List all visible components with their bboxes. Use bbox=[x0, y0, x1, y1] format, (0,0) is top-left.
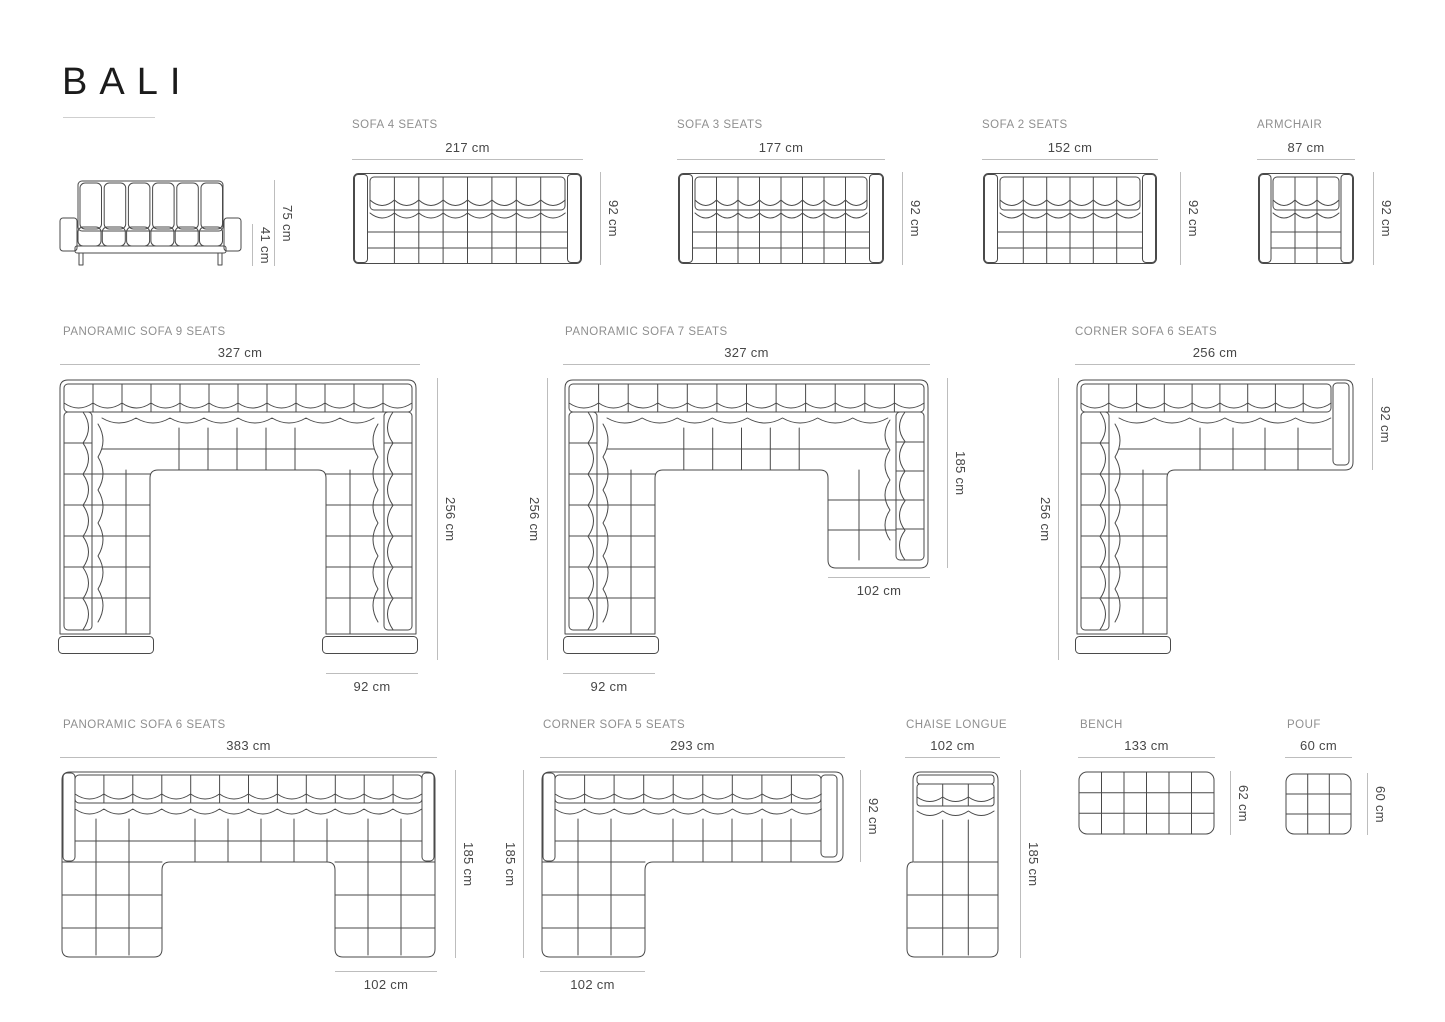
panoramic-sofa-7-seats-top-view bbox=[563, 378, 930, 660]
dim-line bbox=[600, 172, 601, 265]
left-back-cushion-column bbox=[1081, 412, 1109, 630]
title-underline bbox=[63, 117, 155, 118]
back-bar bbox=[917, 775, 994, 784]
dim-line bbox=[1373, 172, 1374, 265]
right-back-cushion-column bbox=[384, 412, 412, 630]
corner-6-arm-depth-dim: 92 cm bbox=[1372, 378, 1393, 470]
right-armrest bbox=[821, 775, 837, 857]
dim-line bbox=[902, 172, 903, 265]
left-armrest bbox=[680, 175, 693, 263]
dim-line bbox=[1058, 378, 1059, 660]
dim-line bbox=[1020, 770, 1021, 958]
dim-line bbox=[1230, 771, 1231, 835]
left-armrest bbox=[59, 637, 154, 654]
dim-line bbox=[455, 770, 456, 958]
dim-line bbox=[540, 757, 845, 758]
dim-line bbox=[252, 224, 253, 266]
dim-line bbox=[1372, 378, 1373, 470]
panoramic-sofa-7-seats-label: PANORAMIC SOFA 7 SEATS bbox=[565, 326, 728, 338]
cushion-scallop bbox=[1081, 403, 1331, 408]
left-back-cushion-column bbox=[569, 412, 597, 630]
corner-5-width-dim: 293 cm bbox=[540, 738, 845, 758]
left-armrest bbox=[1260, 175, 1272, 263]
cushion-scallop bbox=[1273, 200, 1339, 206]
right-armrest bbox=[224, 218, 241, 251]
armchair-label: ARMCHAIR bbox=[1257, 119, 1323, 131]
sofa-3-seats-top-view bbox=[677, 172, 885, 265]
pouf-top-view bbox=[1285, 773, 1352, 835]
chaise-longue-label: CHAISE LONGUE bbox=[906, 719, 1008, 731]
chaise-depth-dim: 185 cm bbox=[1020, 770, 1041, 958]
sofa-3-seats-label: SOFA 3 SEATS bbox=[677, 119, 763, 131]
right-leg bbox=[218, 253, 222, 265]
sofa-4-seats-top-view bbox=[352, 172, 583, 265]
dim-line bbox=[1367, 773, 1368, 835]
panoramic-9-leg-width-dim: 92 cm bbox=[326, 673, 418, 694]
corner-5-leg-width-dim: 102 cm bbox=[540, 971, 645, 992]
panoramic-sofa-9-seats-top-view bbox=[58, 378, 418, 660]
sofa-front-view-diagram bbox=[58, 180, 243, 266]
corner-sofa-5-seats-top-view bbox=[540, 770, 845, 965]
dim-line bbox=[523, 770, 524, 958]
panoramic-6-leg-width-dim: 102 cm bbox=[335, 971, 437, 992]
panoramic-sofa-9-seats-label: PANORAMIC SOFA 9 SEATS bbox=[63, 326, 226, 338]
front-view-seat-height-dim: 41 cm bbox=[252, 224, 273, 266]
corner-sofa-5-seats-label: CORNER SOFA 5 SEATS bbox=[543, 719, 686, 731]
sofa-4-seats-depth-dim: 92 cm bbox=[600, 172, 621, 265]
dim-line bbox=[540, 971, 645, 972]
sofa-3-seats-depth-dim: 92 cm bbox=[902, 172, 923, 265]
bench-top-view bbox=[1078, 771, 1215, 835]
armchair-depth-dim: 92 cm bbox=[1373, 172, 1394, 265]
sofa-2-seats-top-view bbox=[982, 172, 1158, 265]
left-armrest bbox=[355, 175, 368, 263]
left-armrest bbox=[63, 773, 75, 861]
dim-line bbox=[860, 770, 861, 862]
sofa-2-seats-width-dim: 152 cm bbox=[982, 140, 1158, 160]
panoramic-sofa-6-seats-label: PANORAMIC SOFA 6 SEATS bbox=[63, 719, 226, 731]
panoramic-7-right-leg-width-dim: 102 cm bbox=[828, 577, 930, 598]
dim-line bbox=[60, 364, 420, 365]
armchair-width-dim: 87 cm bbox=[1257, 140, 1355, 160]
right-armrest bbox=[1333, 383, 1349, 465]
panoramic-6-width-dim: 383 cm bbox=[60, 738, 437, 758]
dim-line bbox=[1078, 757, 1215, 758]
dim-line bbox=[60, 757, 437, 758]
dim-line bbox=[547, 378, 548, 660]
corner-6-side-depth-dim: 256 cm bbox=[1038, 378, 1059, 660]
sofa-4-seats-width-dim: 217 cm bbox=[352, 140, 583, 160]
cushion-scallop bbox=[555, 794, 821, 799]
chaise-width-dim: 102 cm bbox=[905, 738, 1000, 758]
panoramic-7-width-dim: 327 cm bbox=[563, 345, 930, 365]
corner-5-side-depth-dim: 185 cm bbox=[503, 770, 524, 958]
outline bbox=[1286, 774, 1351, 834]
dim-line bbox=[1075, 364, 1355, 365]
left-armrest bbox=[543, 773, 555, 861]
bench-width-dim: 133 cm bbox=[1078, 738, 1215, 758]
corner-6-width-dim: 256 cm bbox=[1075, 345, 1355, 365]
dim-line bbox=[1180, 172, 1181, 265]
left-leg bbox=[79, 253, 83, 265]
right-armrest bbox=[422, 773, 434, 861]
panoramic-9-width-dim: 327 cm bbox=[60, 345, 420, 365]
dim-line bbox=[352, 159, 583, 160]
right-armrest bbox=[568, 175, 581, 263]
corner-sofa-6-seats-top-view bbox=[1075, 378, 1355, 660]
base bbox=[75, 246, 226, 253]
panoramic-6-depth-dim: 185 cm bbox=[455, 770, 476, 958]
corner-sofa-6-seats-label: CORNER SOFA 6 SEATS bbox=[1075, 326, 1218, 338]
right-armrest bbox=[1143, 175, 1156, 263]
back-cushion-band bbox=[917, 784, 994, 806]
right-armrest bbox=[323, 637, 418, 654]
right-armrest bbox=[1341, 175, 1353, 263]
sofa-3-seats-width-dim: 177 cm bbox=[677, 140, 885, 160]
right-armrest bbox=[870, 175, 883, 263]
pouf-width-dim: 60 cm bbox=[1285, 738, 1352, 758]
sofa-2-seats-label: SOFA 2 SEATS bbox=[982, 119, 1068, 131]
page-title: BALI bbox=[62, 61, 193, 103]
corner-5-arm-depth-dim: 92 cm bbox=[860, 770, 881, 862]
left-back-cushion-column bbox=[64, 412, 92, 630]
armchair-top-view bbox=[1257, 172, 1355, 265]
dim-line bbox=[274, 180, 275, 266]
panoramic-9-depth-dim: 256 cm bbox=[437, 378, 458, 660]
dim-line bbox=[905, 757, 1000, 758]
dim-line bbox=[1257, 159, 1355, 160]
pouf-label: POUF bbox=[1287, 719, 1321, 731]
left-armrest bbox=[564, 637, 659, 654]
cushion-scallop bbox=[917, 797, 994, 802]
bench-depth-dim: 62 cm bbox=[1230, 771, 1251, 835]
front-view-total-height-dim: 75 cm bbox=[274, 180, 295, 266]
chaise-longue-top-view bbox=[905, 770, 1000, 965]
left-armrest bbox=[985, 175, 998, 263]
dim-line bbox=[326, 673, 418, 674]
dim-line bbox=[982, 159, 1158, 160]
dim-line bbox=[437, 378, 438, 660]
dim-line bbox=[947, 378, 948, 568]
outline bbox=[542, 772, 843, 957]
bench-label: BENCH bbox=[1080, 719, 1123, 731]
sofa-4-seats-label: SOFA 4 SEATS bbox=[352, 119, 438, 131]
bottom-armrest bbox=[1076, 637, 1171, 654]
panoramic-7-right-depth-dim: 185 cm bbox=[947, 378, 968, 568]
dim-line bbox=[677, 159, 885, 160]
dim-line bbox=[563, 673, 655, 674]
dim-line bbox=[1285, 757, 1352, 758]
dim-line bbox=[335, 971, 437, 972]
right-back-cushion-column bbox=[896, 412, 924, 560]
panoramic-7-left-leg-width-dim: 92 cm bbox=[563, 673, 655, 694]
pouf-depth-dim: 60 cm bbox=[1367, 773, 1388, 835]
panoramic-7-left-depth-dim: 256 cm bbox=[527, 378, 548, 660]
left-armrest bbox=[60, 218, 77, 251]
dim-line bbox=[563, 364, 930, 365]
sofa-2-seats-depth-dim: 92 cm bbox=[1180, 172, 1201, 265]
dim-line bbox=[828, 577, 930, 578]
panoramic-sofa-6-seats-top-view bbox=[60, 770, 437, 965]
